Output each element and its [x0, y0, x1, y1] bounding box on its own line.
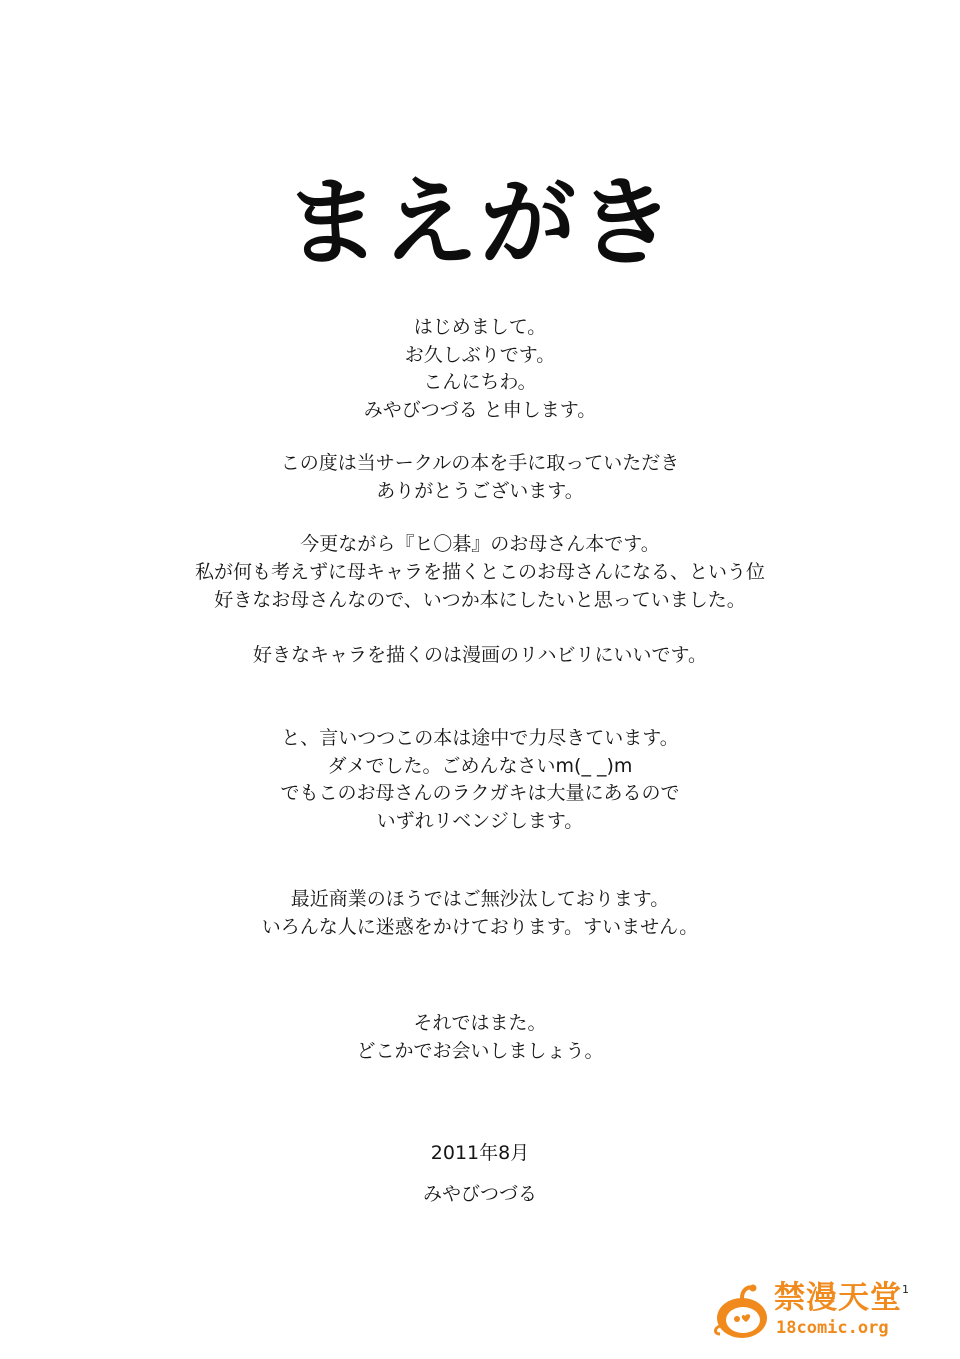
- watermark-title: 禁漫天堂: [774, 1280, 902, 1316]
- watermark-url: 18comic.org: [776, 1318, 889, 1338]
- body-line: ありがとうございます。: [376, 480, 584, 502]
- body-line: ダメでした。ごめんなさいm(_ _)m: [327, 755, 633, 777]
- watermark: [712, 1278, 922, 1348]
- body-line: いずれリベンジします。: [376, 810, 584, 832]
- body-line: と、言いつつこの本は途中で力尽きています。: [281, 727, 679, 749]
- body-line: いろんな人に迷惑をかけております。すいません。: [261, 916, 699, 938]
- body-line: こんにちわ。: [423, 371, 537, 393]
- body-line: この度は当サークルの本を手に取っていただき: [280, 452, 680, 474]
- page-number: 1: [902, 1283, 909, 1296]
- page-title: まえがき: [284, 167, 676, 279]
- body-line: 今更ながら『ヒ〇碁』のお母さん本です。: [300, 533, 660, 555]
- body-line: お久しぶりです。: [404, 344, 556, 366]
- body-line: 好きなキャラを描くのは漫画のリハビリにいいです。: [253, 644, 707, 666]
- body-line: どこかでお会いしましょう。: [356, 1040, 604, 1062]
- body-line: 最近商業のほうではご無沙汰しております。: [290, 888, 670, 910]
- body-line: でもこのお母さんのラクガキは大量にあるので: [280, 782, 680, 804]
- body-line: はじめまして。: [413, 316, 547, 338]
- body-line: 好きなお母さんなので、いつか本にしたいと思っていました。: [214, 589, 746, 611]
- body-line: それではまた。: [413, 1012, 547, 1034]
- date-line: 2011年8月: [430, 1142, 530, 1164]
- body-line: 私が何も考えずに母キャラを描くとこのお母さんになる、という位: [194, 561, 765, 583]
- orange-creature-logo-icon: [712, 1282, 772, 1342]
- author-signature: みやびつづる: [422, 1183, 537, 1205]
- body-line: みやびつづる と申します。: [363, 399, 597, 421]
